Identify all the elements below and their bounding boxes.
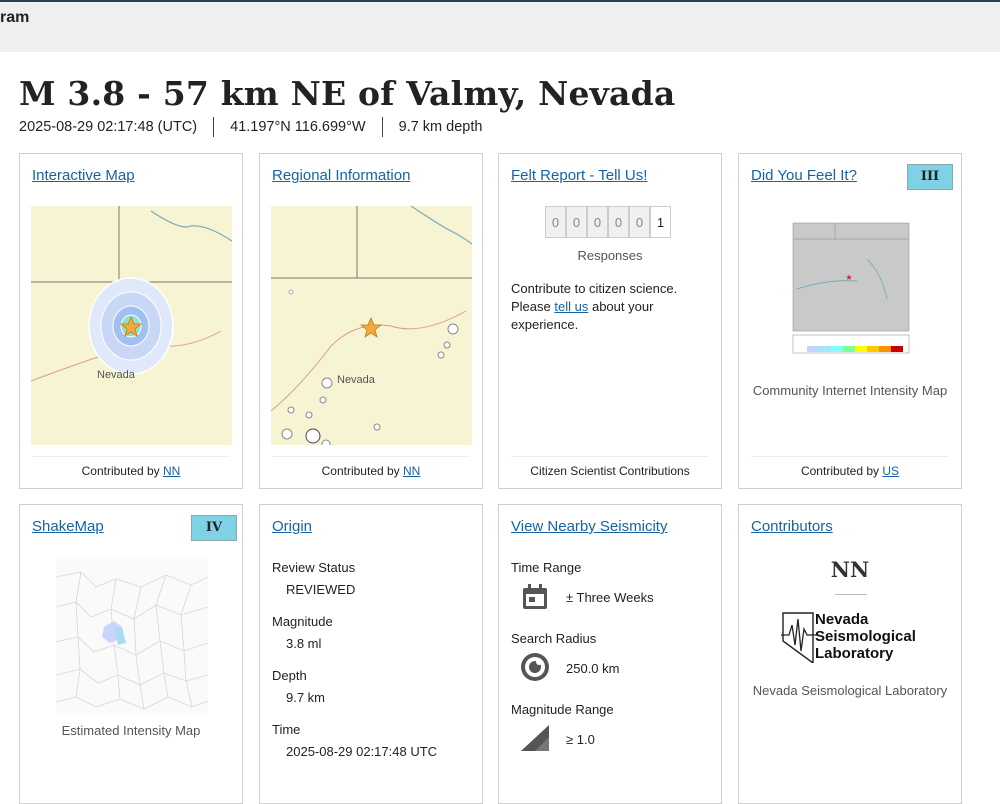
map-graphic bbox=[777, 209, 925, 369]
logo-line: Laboratory bbox=[815, 645, 894, 662]
card-footer bbox=[751, 456, 949, 478]
intensity-badge: IV bbox=[191, 515, 237, 541]
depth-value: 9.7 km bbox=[286, 690, 326, 705]
card-nearby-seismicity bbox=[498, 504, 722, 804]
map-graphic bbox=[31, 206, 232, 445]
contributor-link[interactable]: NN bbox=[403, 464, 421, 478]
dyfi-caption: Community Internet Intensity Map bbox=[752, 383, 948, 398]
counter-digit: 0 bbox=[608, 206, 629, 238]
contributor-link[interactable]: US bbox=[882, 464, 900, 478]
seismogram-icon bbox=[781, 611, 817, 663]
origin-link[interactable]: Origin bbox=[272, 518, 313, 535]
brand-text[interactable]: ram bbox=[0, 9, 30, 26]
top-bar bbox=[0, 0, 1000, 52]
card-felt-report bbox=[498, 153, 722, 489]
divider bbox=[835, 594, 867, 595]
magnitude-range-value: ≥ 1.0 bbox=[566, 732, 595, 747]
interactive-map-thumbnail[interactable] bbox=[31, 206, 232, 445]
description-text: Contribute to citizen science. Please bbox=[511, 281, 678, 314]
map-graphic bbox=[56, 557, 208, 715]
card-footer bbox=[32, 456, 230, 478]
card-origin bbox=[259, 504, 483, 804]
epicenter-star-icon bbox=[361, 318, 381, 337]
card-did-you-feel-it bbox=[738, 153, 962, 489]
contributor-name: Nevada Seismological Laboratory bbox=[752, 683, 948, 698]
description-text: about your experience. bbox=[511, 299, 654, 332]
time-value: 2025-08-29 02:17:48 UTC bbox=[286, 744, 438, 759]
felt-report-description bbox=[511, 280, 706, 334]
map-state-label: Nevada bbox=[97, 369, 135, 381]
contributor-code: NN bbox=[830, 557, 870, 582]
card-shakemap bbox=[19, 504, 243, 804]
magnitude-value: 3.8 ml bbox=[286, 636, 322, 651]
logo-line: Nevada bbox=[815, 611, 869, 628]
responses-counter bbox=[545, 206, 671, 238]
page-title: M 3.8 - 57 km NE of Valmy, Nevada bbox=[19, 74, 676, 113]
card-regional-information bbox=[259, 153, 483, 489]
magnitude-range-label: Magnitude Range bbox=[511, 702, 614, 717]
dyfi-map-thumbnail[interactable] bbox=[777, 209, 925, 369]
review-status-label: Review Status bbox=[272, 560, 356, 575]
nsl-logo bbox=[781, 611, 923, 663]
time-label: Time bbox=[272, 722, 301, 737]
magnitude-triangle-icon bbox=[519, 723, 551, 758]
regional-information-link[interactable]: Regional Information bbox=[272, 167, 411, 184]
contributors-link[interactable]: Contributors bbox=[751, 518, 833, 535]
event-depth: 9.7 km depth bbox=[398, 119, 483, 135]
shakemap-caption: Estimated Intensity Map bbox=[61, 723, 201, 738]
felt-report-link[interactable]: Felt Report - Tell Us! bbox=[511, 167, 648, 184]
footer-prefix: Contributed by bbox=[81, 464, 160, 478]
counter-digit: 1 bbox=[650, 206, 671, 238]
card-contributors bbox=[738, 504, 962, 804]
event-time: 2025-08-29 02:17:48 (UTC) bbox=[19, 119, 198, 135]
search-radius-value: 250.0 km bbox=[566, 661, 620, 676]
search-radius-label: Search Radius bbox=[511, 631, 597, 646]
intensity-badge: III bbox=[907, 164, 953, 190]
interactive-map-link[interactable]: Interactive Map bbox=[32, 167, 135, 184]
counter-digit: 0 bbox=[566, 206, 587, 238]
magnitude-label: Magnitude bbox=[272, 614, 333, 629]
shakemap-thumbnail[interactable] bbox=[56, 557, 208, 715]
regional-map-thumbnail[interactable] bbox=[271, 206, 472, 445]
card-interactive-map bbox=[19, 153, 243, 489]
divider bbox=[382, 117, 383, 137]
review-status-value: REVIEWED bbox=[286, 582, 356, 597]
dyfi-link[interactable]: Did You Feel It? bbox=[751, 167, 857, 184]
map-graphic bbox=[271, 206, 472, 445]
map-state-label: Nevada bbox=[337, 374, 375, 386]
responses-label: Responses bbox=[577, 248, 643, 263]
card-footer bbox=[272, 456, 470, 478]
logo-text bbox=[815, 611, 916, 662]
footer-prefix: Contributed by bbox=[800, 464, 880, 478]
time-range-label: Time Range bbox=[511, 560, 582, 575]
event-meta bbox=[19, 117, 482, 137]
epicenter-star-icon: ★ bbox=[845, 273, 853, 282]
divider bbox=[213, 117, 214, 137]
calendar-icon bbox=[521, 583, 549, 616]
card-footer: Citizen Scientist Contributions bbox=[511, 456, 709, 478]
radius-icon bbox=[519, 651, 551, 688]
nearby-seismicity-link[interactable]: View Nearby Seismicity bbox=[511, 518, 668, 535]
shakemap-link[interactable]: ShakeMap bbox=[32, 518, 104, 535]
logo-line: Seismological bbox=[815, 628, 916, 645]
tell-us-link[interactable]: tell us bbox=[554, 299, 589, 314]
time-range-value: ± Three Weeks bbox=[566, 590, 654, 605]
depth-label: Depth bbox=[272, 668, 307, 683]
counter-digit: 0 bbox=[629, 206, 650, 238]
footer-prefix: Contributed by bbox=[321, 464, 400, 478]
event-location: 41.197°N 116.699°W bbox=[230, 119, 366, 135]
counter-digit: 0 bbox=[545, 206, 566, 238]
counter-digit: 0 bbox=[587, 206, 608, 238]
contributor-link[interactable]: NN bbox=[163, 464, 181, 478]
